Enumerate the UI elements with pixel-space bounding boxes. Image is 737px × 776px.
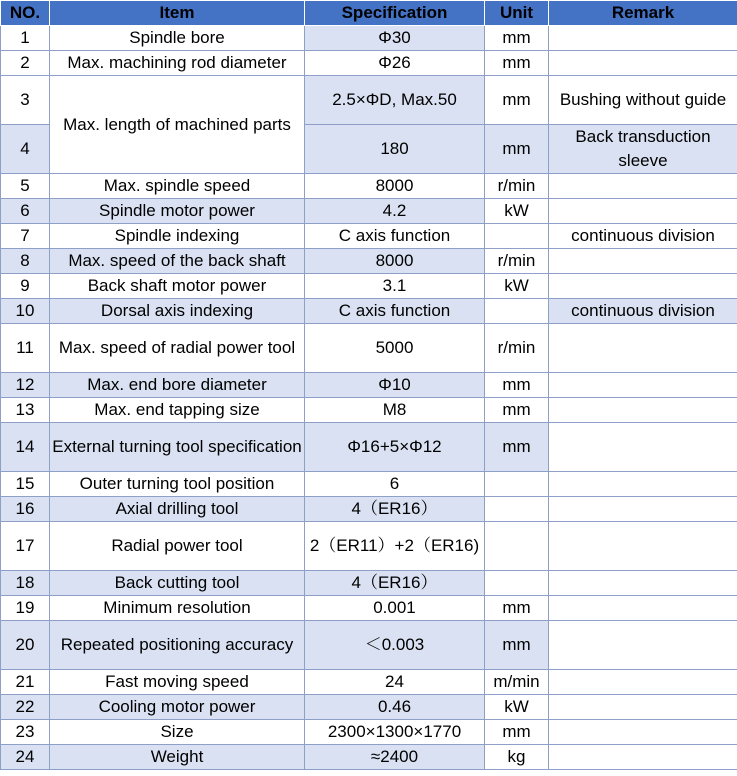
cell-no: 21: [1, 670, 50, 695]
cell-spec: M8: [305, 398, 485, 423]
cell-no: 1: [1, 26, 50, 51]
cell-item: Spindle indexing: [50, 224, 305, 249]
cell-unit: [485, 571, 549, 596]
cell-no: 8: [1, 249, 50, 274]
cell-spec: 5000: [305, 324, 485, 373]
cell-spec: 4（ER16）: [305, 571, 485, 596]
cell-remark: [549, 199, 737, 224]
table-row: [1, 199, 737, 224]
cell-remark: [549, 249, 737, 274]
table-row: [1, 324, 737, 373]
cell-item: Cooling motor power: [50, 695, 305, 720]
cell-spec: 0.001: [305, 596, 485, 621]
cell-spec: 4（ER16）: [305, 497, 485, 522]
header-specification: Specification: [305, 1, 485, 26]
cell-item: Max. end bore diameter: [50, 373, 305, 398]
cell-unit: mm: [485, 125, 549, 174]
cell-remark: continuous division: [549, 224, 737, 249]
cell-item: External turning tool specification: [50, 423, 305, 472]
header-remark: Remark: [549, 1, 737, 26]
table-row: [1, 398, 737, 423]
table-row: [1, 299, 737, 324]
cell-unit: mm: [485, 423, 549, 472]
table-row: [1, 26, 737, 51]
cell-no: 6: [1, 199, 50, 224]
cell-remark: [549, 497, 737, 522]
cell-item: Max. speed of the back shaft: [50, 249, 305, 274]
table-row: [1, 51, 737, 76]
table-row: [1, 497, 737, 522]
table-row: [1, 76, 737, 125]
cell-item: Max. end tapping size: [50, 398, 305, 423]
cell-no: 4: [1, 125, 50, 174]
cell-unit: kW: [485, 199, 549, 224]
header-unit: Unit: [485, 1, 549, 26]
cell-spec: C axis function: [305, 224, 485, 249]
cell-unit: [485, 472, 549, 497]
cell-no: 20: [1, 621, 50, 670]
cell-no: 14: [1, 423, 50, 472]
cell-item: Minimum resolution: [50, 596, 305, 621]
cell-spec: Φ16+5×Φ12: [305, 423, 485, 472]
cell-spec: 0.46: [305, 695, 485, 720]
table-row: [1, 695, 737, 720]
cell-remark: [549, 571, 737, 596]
cell-remark: [549, 174, 737, 199]
cell-unit: mm: [485, 26, 549, 51]
cell-no: 10: [1, 299, 50, 324]
table-row: [1, 745, 737, 770]
cell-remark: [549, 423, 737, 472]
cell-no: 22: [1, 695, 50, 720]
cell-spec: ＜0.003: [305, 621, 485, 670]
cell-spec: Φ30: [305, 26, 485, 51]
cell-item: Spindle bore: [50, 26, 305, 51]
cell-remark: [549, 26, 737, 51]
header-row: [1, 1, 737, 26]
cell-spec: 2（ER11）+2（ER16): [305, 522, 485, 571]
cell-item: Max. speed of radial power tool: [50, 324, 305, 373]
cell-spec: Φ26: [305, 51, 485, 76]
table-row: [1, 373, 737, 398]
cell-no: 5: [1, 174, 50, 199]
cell-unit: mm: [485, 398, 549, 423]
cell-no: 15: [1, 472, 50, 497]
cell-item: Spindle motor power: [50, 199, 305, 224]
cell-item: Fast moving speed: [50, 670, 305, 695]
cell-unit: m/min: [485, 670, 549, 695]
cell-spec: 4.2: [305, 199, 485, 224]
cell-spec: 8000: [305, 249, 485, 274]
table-row: [1, 522, 737, 571]
cell-remark: [549, 274, 737, 299]
cell-remark: [549, 670, 737, 695]
cell-item: Weight: [50, 745, 305, 770]
cell-item: Back shaft motor power: [50, 274, 305, 299]
cell-remark: [549, 621, 737, 670]
cell-no: 23: [1, 720, 50, 745]
cell-unit: [485, 224, 549, 249]
cell-spec: 6: [305, 472, 485, 497]
table-row: [1, 670, 737, 695]
cell-item: Max. spindle speed: [50, 174, 305, 199]
cell-spec: Φ10: [305, 373, 485, 398]
cell-remark: [549, 51, 737, 76]
cell-no: 13: [1, 398, 50, 423]
cell-spec: 24: [305, 670, 485, 695]
cell-unit: r/min: [485, 324, 549, 373]
cell-spec: 2300×1300×1770: [305, 720, 485, 745]
header-item: Item: [50, 1, 305, 26]
table-row: [1, 174, 737, 199]
cell-remark: [549, 472, 737, 497]
cell-item: Dorsal axis indexing: [50, 299, 305, 324]
cell-item: Size: [50, 720, 305, 745]
table-row: [1, 249, 737, 274]
cell-no: 16: [1, 497, 50, 522]
cell-unit: mm: [485, 51, 549, 76]
cell-spec: 2.5×ΦD, Max.50: [305, 76, 485, 125]
cell-item: Repeated positioning accuracy: [50, 621, 305, 670]
cell-unit: [485, 299, 549, 324]
cell-item: Outer turning tool position: [50, 472, 305, 497]
cell-no: 19: [1, 596, 50, 621]
cell-item: Radial power tool: [50, 522, 305, 571]
cell-item: Back cutting tool: [50, 571, 305, 596]
cell-unit: kW: [485, 274, 549, 299]
table-row: [1, 274, 737, 299]
cell-remark: [549, 373, 737, 398]
cell-remark: Bushing without guide: [549, 76, 737, 125]
cell-item: Max. length of machined parts: [50, 76, 305, 174]
cell-unit: kg: [485, 745, 549, 770]
cell-unit: mm: [485, 720, 549, 745]
cell-no: 2: [1, 51, 50, 76]
cell-spec: ≈2400: [305, 745, 485, 770]
cell-remark: [549, 720, 737, 745]
cell-unit: [485, 522, 549, 571]
cell-unit: mm: [485, 76, 549, 125]
cell-unit: mm: [485, 373, 549, 398]
cell-remark: [549, 522, 737, 571]
cell-item: Max. machining rod diameter: [50, 51, 305, 76]
table-row: [1, 596, 737, 621]
cell-remark: [549, 324, 737, 373]
cell-unit: mm: [485, 596, 549, 621]
cell-item: Axial drilling tool: [50, 497, 305, 522]
cell-no: 7: [1, 224, 50, 249]
table-row: [1, 423, 737, 472]
cell-no: 24: [1, 745, 50, 770]
header-no: NO.: [1, 1, 50, 26]
cell-no: 3: [1, 76, 50, 125]
cell-unit: kW: [485, 695, 549, 720]
cell-no: 9: [1, 274, 50, 299]
cell-remark: continuous division: [549, 299, 737, 324]
cell-no: 12: [1, 373, 50, 398]
table-row: [1, 621, 737, 670]
cell-unit: [485, 497, 549, 522]
cell-no: 18: [1, 571, 50, 596]
cell-unit: mm: [485, 621, 549, 670]
cell-unit: r/min: [485, 249, 549, 274]
cell-remark: [549, 596, 737, 621]
table-row: [1, 224, 737, 249]
cell-no: 11: [1, 324, 50, 373]
cell-remark: [549, 695, 737, 720]
cell-remark: [549, 745, 737, 770]
cell-remark: Back transduction sleeve: [549, 125, 737, 174]
table-row: [1, 472, 737, 497]
table-row: [1, 571, 737, 596]
cell-spec: 180: [305, 125, 485, 174]
cell-spec: 3.1: [305, 274, 485, 299]
cell-spec: 8000: [305, 174, 485, 199]
cell-remark: [549, 398, 737, 423]
cell-spec: C axis function: [305, 299, 485, 324]
cell-unit: r/min: [485, 174, 549, 199]
table-row: [1, 720, 737, 745]
cell-no: 17: [1, 522, 50, 571]
